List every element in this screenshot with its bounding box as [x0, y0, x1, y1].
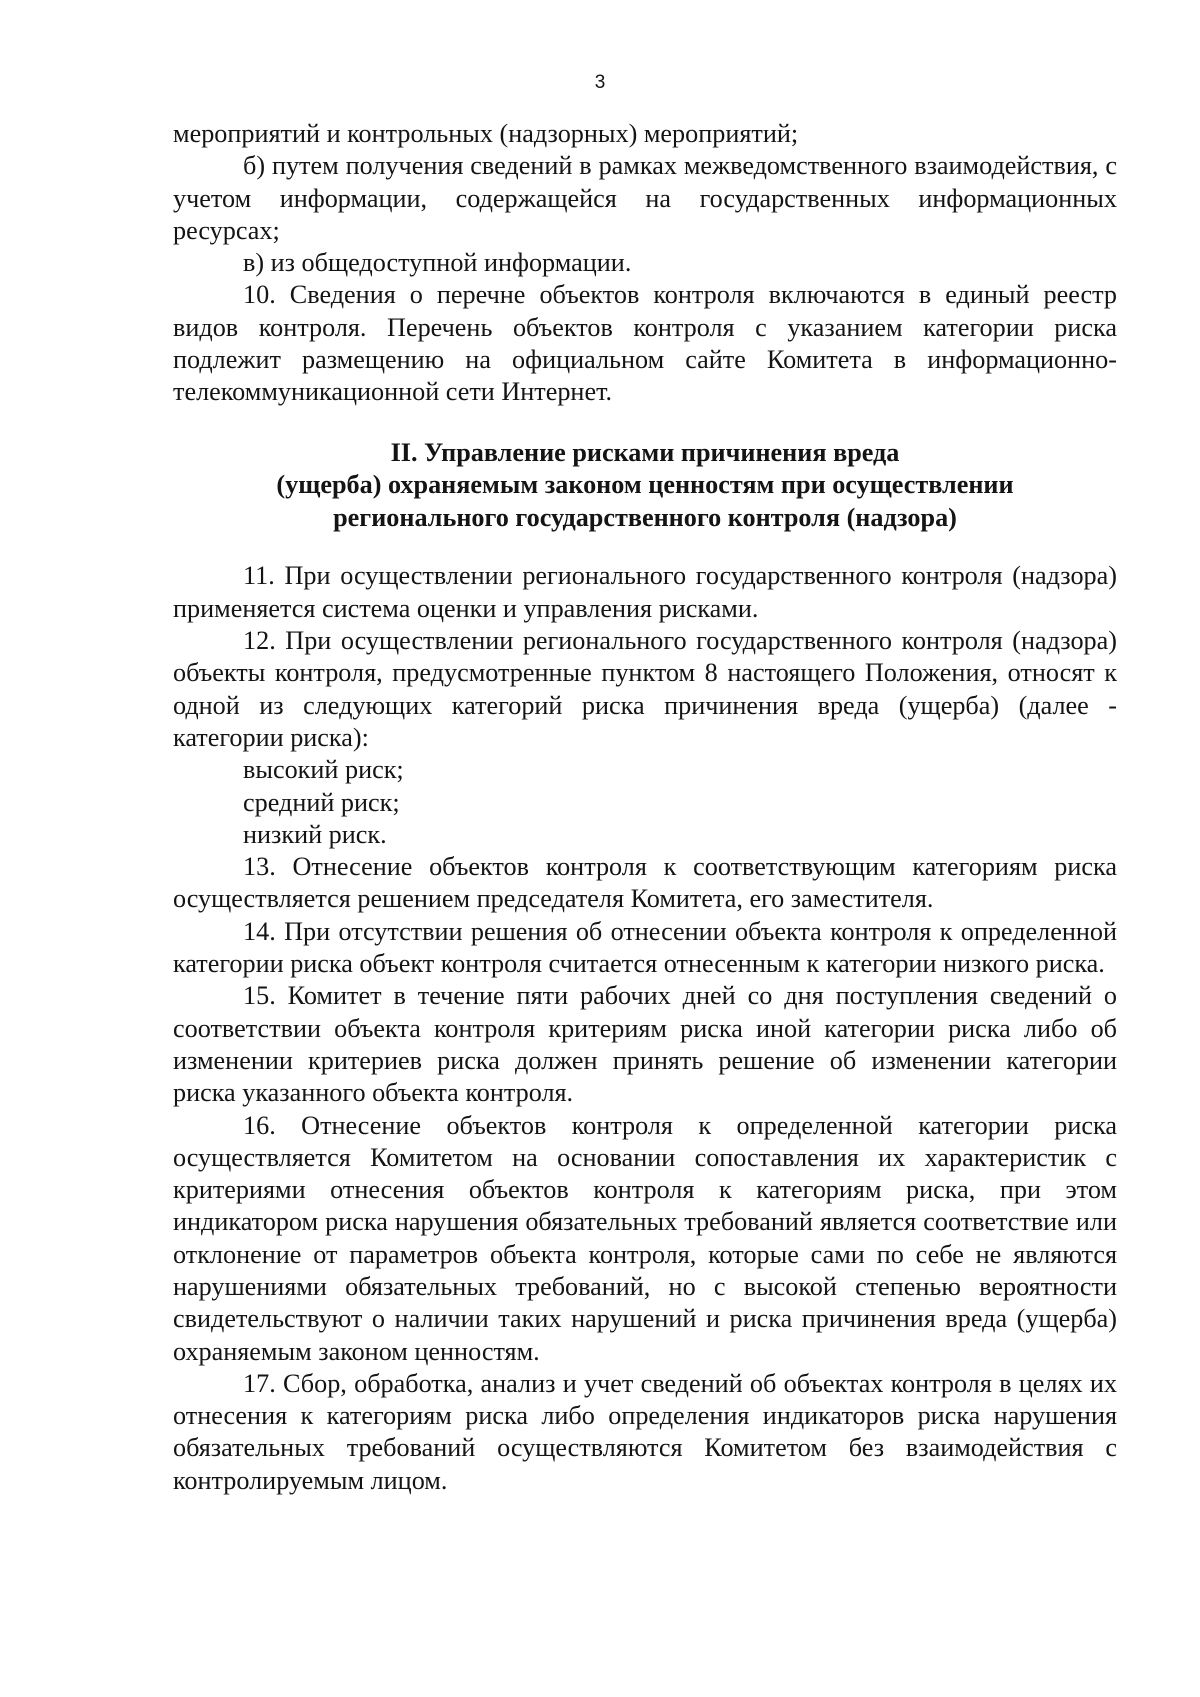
paragraph-16: 16. Отнесение объектов контроля к определенной категории риска осуществляется Комитетом на основании сопоставления их характеристик с критериями отнесения объектов контроля к категориям риска, при этом индикатором риска нарушения обязательных требований является соответствие или отклонение от параметров объекта контроля, которые сами по себе не являются нарушениями обязательных требований, но с высокой степенью вероятности свидетельствуют о наличии таких нарушений и риска причинения вреда (ущерба) охраняемым законом ценностям.: [173, 1110, 1117, 1366]
paragraph-17: 17. Сбор, обработка, анализ и учет сведений об объектах контроля в целях их отнесения к категориям риска либо определения индикаторов риска нарушения обязательных требований осуществляются Комитетом без взаимодействия с контролируемым лицом.: [173, 1368, 1117, 1495]
paragraph-14: 14. При отсутствии решения об отнесении объекта контроля к определенной категории риска объект контроля считается отнесенным к категории низкого риска.: [173, 916, 1117, 979]
paragraph-11: 11. При осуществлении регионального государственного контроля (надзора) применяется система оценки и управления рисками.: [173, 561, 1117, 623]
section-heading-line-2: (ущерба) охраняемым законом ценностям при осуществлении: [276, 470, 1014, 500]
page-number: 3: [594, 72, 606, 93]
paragraph-item-v: в) из общедоступной информации.: [243, 248, 632, 278]
list-item-medium-risk: средний риск;: [243, 787, 400, 817]
paragraph-13: 13. Отнесение объектов контроля к соответствующим категориям риска осуществляется решением председателя Комитета, его заместителя.: [173, 852, 1117, 914]
list-item-high-risk: высокий риск;: [243, 755, 404, 785]
section-heading-line-1: II. Управление рисками причинения вреда: [390, 437, 900, 467]
document-body: [173, 118, 1117, 1497]
section-heading-line-3: регионального государственного контроля (надзора): [333, 502, 957, 532]
paragraph-12: 12. При осуществлении регионального государственного контроля (надзора) объекты контроля, предусмотренные пунктом 8 настоящего Положения, относят к одной из следующих категорий риска причинения вреда (ущерба) (далее - категории риска):: [173, 626, 1117, 752]
paragraph-15: 15. Комитет в течение пяти рабочих дней со дня поступления сведений о соответствии объекта контроля критериям риска иной категории риска либо об изменении критериев риска должен принять решение об изменении категории риска указанного объекта контроля.: [173, 981, 1117, 1108]
paragraph-continuation: мероприятий и контрольных (надзорных) мероприятий;: [173, 119, 799, 148]
paragraph-10: 10. Сведения о перечне объектов контроля включаются в единый реестр видов контроля. Перечень объектов контроля с указанием категории риска подлежит размещению на официальном сайте Комитета в информационно-телекоммуникационной сети Интернет.: [173, 280, 1117, 407]
section-heading: [173, 437, 1117, 535]
paragraph-item-b: б) путем получения сведений в рамках межведомственного взаимодействия, с учетом информации, содержащейся на государственных информационных ресурсах;: [173, 151, 1117, 245]
list-item-low-risk: низкий риск.: [243, 819, 387, 849]
